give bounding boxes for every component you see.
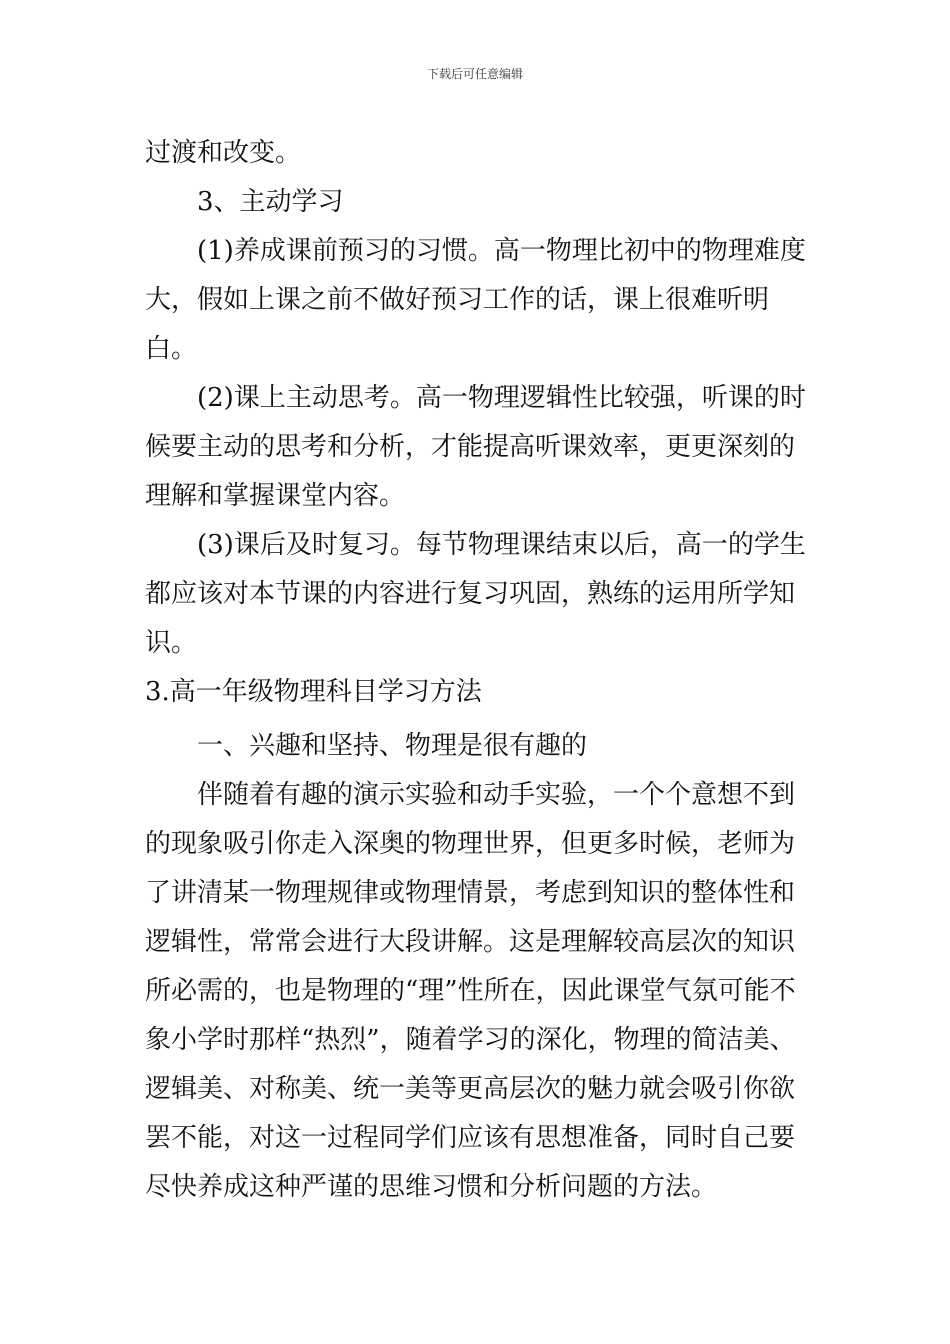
content-block-second (145, 722, 810, 1212)
section-heading: 3.高一年级物理科目学习方法 (145, 677, 482, 707)
subsection-title: 3、主动学习 (197, 187, 344, 217)
page-header-note: 下载后可任意编辑 (426, 67, 523, 81)
paragraph: (3)课后及时复习。每节物理课结束以后，高一的学生都应该对本节课的内容进行复习巩固，熟练的运用所学知识。 (145, 530, 806, 658)
content-block-first (145, 129, 810, 717)
paragraph: 伴随着有趣的演示实验和动手实验，一个个意想不到的现象吸引你走入深奥的物理世界，但更多时候，老师为了讲清某一物理规律或物理情景，考虑到知识的整体性和逻辑性，常常会进行大段讲解。这是理解较高层次的知识所必需的，也是物理的“理”性所在，因此课堂气氛可能不象小学时那样“热烈”，随着学习的深化，物理的简洁美、逻辑美、对称美、统一美等更高层次的魅力就会吸引你欲罢不能，对这一过程同学们应该有思想准备，同时自己要尽快养成这种严谨的思维习惯和分析问题的方法。 (145, 780, 796, 1202)
paragraph: 过渡和改变。 (145, 138, 302, 168)
subsection-title: 一、兴趣和坚持、物理是很有趣的 (197, 731, 588, 761)
paragraph: (1)养成课前预习的习惯。高一物理比初中的物理难度大，假如上课之前不做好预习工作的话，课上很难听明白。 (145, 236, 806, 364)
paragraph: (2)课上主动思考。高一物理逻辑性比较强，听课的时候要主动的思考和分析，才能提高听课效率，更更深刻的理解和掌握课堂内容。 (145, 383, 806, 511)
